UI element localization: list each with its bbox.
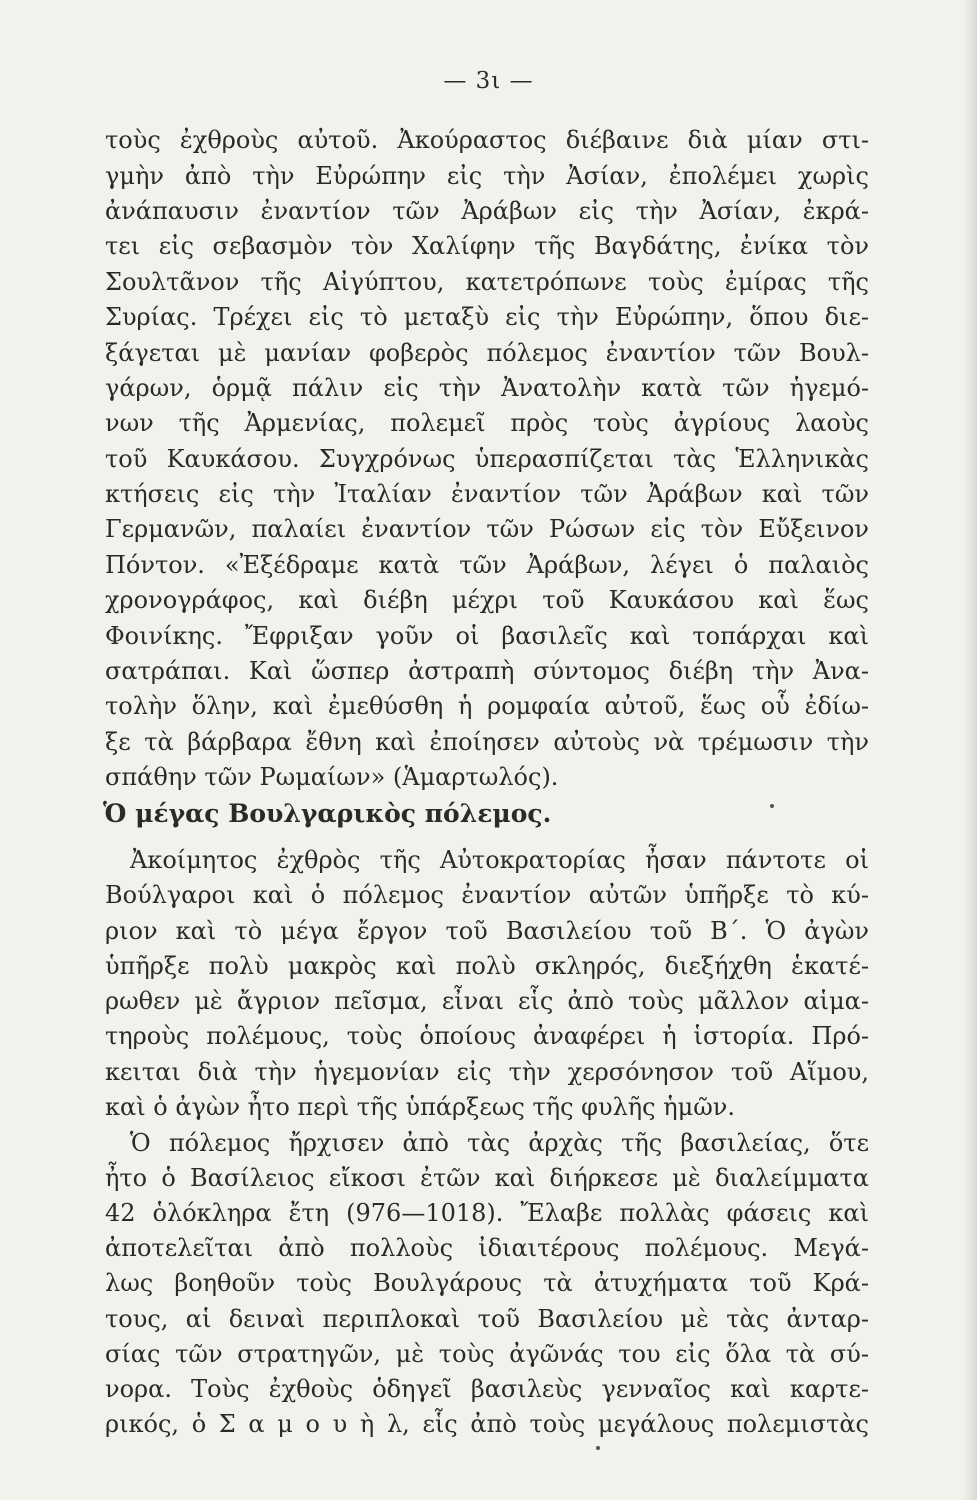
text-line: γάρων, ὁρμᾷ πάλιν εἰς τὴν Ἀνατολὴν κατὰ τῶν ἡγεμό- [105,374,869,402]
text-line: Ὁ πόλεμος ἤρχισεν ἀπὸ τὰς ἀρχὰς τῆς βασιλείας, ὅτε [130,1129,869,1157]
text-line: κτήσεις εἰς τὴν Ἰταλίαν ἐναντίον τῶν Ἀράβων καὶ τῶν [105,480,869,508]
text-line: τοῦ Καυκάσου. Συγχρόνως ὑπερασπίζεται τὰς Ἑλληνικὰς [105,445,869,473]
text-line: Φοινίκης. Ἔφριξαν γοῦν οἱ βασιλεῖς καὶ τοπάρχαι καὶ [105,622,869,650]
text-line: σπάθην τῶν Ρωμαίων» (Ἁμαρτωλός). [105,763,559,791]
text-line: Βούλγαροι καὶ ὁ πόλεμος ἐναντίον αὐτῶν ὑπῆρξε τὸ κύ- [105,881,869,909]
text-line: γμὴν ἀπὸ τὴν Εὐρώπην εἰς τὴν Ἀσίαν, ἐπολέμει χωρὶς [105,162,869,190]
text-line: σατράπαι. Καὶ ὥσπερ ἀστραπὴ σύντομος διέβη τὴν Ἀνα- [105,657,869,685]
text-line: Ἀκοίμητος ἐχθρὸς τῆς Αὐτοκρατορίας ἦσαν πάντοτε οἱ [130,846,869,874]
section-heading: Ὁ μέγας Βουλγαρικὸς πόλεμος. [103,799,552,828]
text-line: Γερμανῶν, παλαίει ἐναντίον τῶν Ρώσων εἰς τὸν Εὔξεινον [105,515,869,543]
text-line: κειται διὰ τὴν ἡγεμονίαν εἰς τὴν χερσόνησον τοῦ Αἵμου, [105,1058,869,1086]
text-line: νορα. Τοὺς ἐχθοὺς ὁδηγεῖ βασιλεὺς γενναῖος καὶ καρτε- [105,1375,869,1403]
page-number: — 3ι — [443,68,534,94]
text-line: ρικός, ὁ Σ α μ ο υ ὴ λ, εἷς ἀπὸ τοὺς μεγάλους πολεμιστὰς [105,1410,869,1438]
text-line: τοὺς ἐχθροὺς αὐτοῦ. Ἀκούραστος διέβαινε διὰ μίαν στι- [105,126,869,154]
page-edge-shadow [963,0,977,1500]
text-line: καὶ ὁ ἀγὼν ἦτο περὶ τῆς ὑπάρξεως τῆς φυλῆς ἡμῶν. [105,1093,735,1121]
text-line: λως βοηθοῦν τοὺς Βουλγάρους τὰ ἀτυχήματα τοῦ Κρά- [105,1269,869,1297]
text-line: τους, αἱ δειναὶ περιπλοκαὶ τοῦ Βασιλείου μὲ τὰς ἀνταρ- [105,1305,869,1333]
text-line: ἦτο ὁ Βασίλειος εἴκοσι ἐτῶν καὶ διήρκεσε μὲ διαλείμματα [105,1164,869,1192]
text-line: ἀποτελεῖται ἀπὸ πολλοὺς ἰδιαιτέρους πολέμους. Μεγά- [105,1234,869,1262]
text-line: τολὴν ὅλην, καὶ ἐμεθύσθη ἡ ρομφαία αὐτοῦ, ἕως οὗ ἐδίω- [105,692,869,720]
text-line: τηροὺς πολέμους, τοὺς ὁποίους ἀναφέρει ἡ ἱστορία. Πρό- [105,1022,869,1050]
text-line: ξάγεται μὲ μανίαν φοβερὸς πόλεμος ἐναντίον τῶν Βουλ- [105,339,869,367]
text-line: σίας τῶν στρατηγῶν, μὲ τοὺς ἀγῶνάς του εἰς ὅλα τὰ σύ- [105,1340,869,1368]
text-line: τει εἰς σεβασμὸν τὸν Χαλίφην τῆς Βαγδάτης, ἐνίκα τὸν [105,232,869,260]
text-line: 42 ὁλόκληρα ἔτη (976—1018). Ἔλαβε πολλὰς φάσεις καὶ [105,1199,869,1227]
text-line: νων τῆς Ἀρμενίας, πολεμεῖ πρὸς τοὺς ἀγρίους λαοὺς [105,409,869,437]
text-line: Πόντον. «Ἐξέδραμε κατὰ τῶν Ἀράβων, λέγει ὁ παλαιὸς [105,551,869,579]
text-line: Σουλτᾶνον τῆς Αἰγύπτου, κατετρόπωνε τοὺς ἐμίρας τῆς [105,268,869,296]
print-speck [596,1446,600,1450]
text-line: ρωθεν μὲ ἄγριον πεῖσμα, εἶναι εἷς ἀπὸ τοὺς μᾶλλον αἱμα- [105,987,869,1015]
text-line: Συρίας. Τρέχει εἰς τὸ μεταξὺ εἰς τὴν Εὐρώπην, ὅπου διε- [105,303,869,331]
text-line: ὑπῆρξε πολὺ μακρὸς καὶ πολὺ σκληρός, διεξήχθη ἑκατέ- [105,952,869,980]
text-line: ριον καὶ τὸ μέγα ἔργον τοῦ Βασιλείου τοῦ Β΄. Ὁ ἀγὼν [105,917,869,945]
print-speck [770,804,774,808]
text-line: ξε τὰ βάρβαρα ἔθνη καὶ ἐποίησεν αὐτοὺς νὰ τρέμωσιν τὴν [105,728,869,756]
text-line: ἀνάπαυσιν ἐναντίον τῶν Ἀράβων εἰς τὴν Ἀσίαν, ἐκρά- [105,197,869,225]
text-line: χρονογράφος, καὶ διέβη μέχρι τοῦ Καυκάσου καὶ ἕως [105,586,869,614]
